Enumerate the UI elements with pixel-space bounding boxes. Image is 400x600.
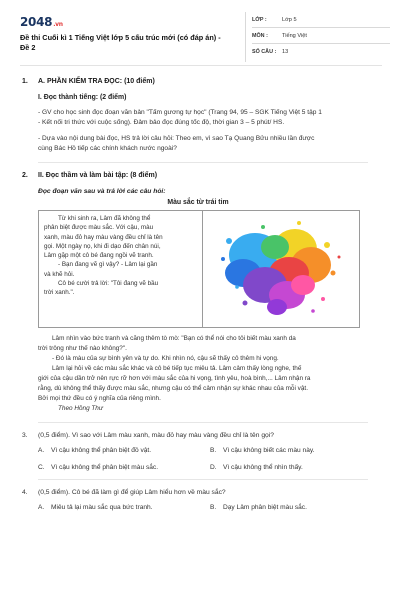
site-logo[interactable]: 2048.vn (20, 15, 63, 29)
answer-option-3b[interactable]: B. Vì cậu không biết các màu này. (210, 447, 315, 454)
question-3: 3. (0,5 điểm). Vì sao với Lâm màu xanh, màu đỏ hay màu vàng đều chỉ là tên gọi? (22, 432, 274, 439)
section-separator (38, 162, 368, 163)
paint-splash-icon (203, 211, 359, 327)
answer-option-4a[interactable]: A. Miêu tả lại màu sắc qua bức tranh. (38, 504, 153, 511)
reading-instruction: Đọc đoạn văn sau và trả lời các câu hỏi: (38, 188, 166, 195)
question-1-heading: 1. A. PHẦN KIỂM TRA ĐỌC: (10 điểm) (22, 78, 155, 85)
reading-aloud-heading: I. Đọc thành tiếng: (2 điểm) (38, 94, 127, 101)
header-divider (245, 12, 246, 62)
section-separator (38, 422, 368, 423)
question-3-options (38, 447, 374, 471)
story-text: Từ khi sinh ra, Lâm đã không thể phân biệt được màu sắc. Với cậu, màu xanh, màu đỏ hay màu vàng đều chỉ là tên gọi. Một ngày nọ, khi đi dạo đến chân núi, Lâm gặp một cô bé đang ngồi vẽ tranh. - Bạn đang vẽ gì vậy? - Lâm lại gần và khẽ hỏi. Cô bé cười trả lời: "Tôi đang vẽ bầu trời xanh.". (39, 211, 203, 327)
story-author: Theo Hồng Thư (58, 405, 103, 412)
meta-row-class: LỚP : Lớp 5 (252, 12, 390, 28)
question-2-heading: 2. II. Đọc thầm và làm bài tập: (8 điểm) (22, 172, 158, 179)
answer-option-3a[interactable]: A. Vì cậu không thể phân biệt đồ vật. (38, 447, 152, 454)
meta-row-subject: MÔN : Tiếng Việt (252, 28, 390, 44)
meta-row-question-count: SỐ CÂU : 13 (252, 49, 289, 55)
section-separator (38, 479, 368, 480)
reading-aloud-instructions: - GV cho học sinh đọc đoạn văn bản "Tấm gương tự học" (Trang 94, 95 – SGK Tiếng Việt 5 tập 1 - Kết nối tri thức với cuộc sống). Đảm bảo đọc đúng tốc độ, thời gian 3 – 5 phút/ HS. - Dựa vào nội dung bài đọc, HS trả lời câu hỏi: Theo em, vì sao Tạ Quang Bửu nhiều lần được cùng Bác Hồ tiếp các chính khách nước ngoài? (38, 109, 322, 152)
story-continuation: Lâm nhìn vào bức tranh và căng thêm tò mò: "Bạn có thể nói cho tôi biết màu xanh da trời trông như thế nào không?". - Đó là màu của sự bình yên và tự do. Khi nhìn nó, cậu sẽ thấy cô thêm hi vọng. Lâm lại hỏi về các màu sắc khác và cô bé tiếp tục miêu tả. Lâm cảm thấy lòng nghe, thế giới của cậu dần trở nên rực rỡ hơn với màu sắc của hi vọng, tình yêu, hoà bình,... Lâm nhận ra rằng, dù không thể thấy được màu sắc, nhưng cậu có thể cảm nhận sự khác nhau của mỗi vật. Bởi mọi thứ đều có ý nghĩa của riêng mình. Theo Hồng Thư (38, 334, 360, 414)
story-box (38, 210, 360, 328)
answer-option-3c[interactable]: C. Vì cậu không thể phân biệt màu sắc. (38, 464, 159, 471)
answer-option-3d[interactable]: D. Vì cậu không thể nhìn thấy. (210, 464, 303, 471)
heart-paint-splash-image (203, 211, 359, 327)
question-4-options (38, 504, 374, 511)
header-rule (20, 65, 382, 66)
answer-option-4b[interactable]: B. Dạy Lâm phân biệt màu sắc. (210, 504, 307, 511)
document-header (20, 12, 390, 62)
document-content (22, 78, 374, 511)
story-title: Màu sắc từ trái tim (167, 199, 229, 206)
question-4: 4. (0,5 điểm). Cô bé đã làm gì để giúp Lâm hiểu hơn về màu sắc? (22, 489, 226, 496)
document-meta (252, 12, 390, 60)
document-title: Đề thi Cuối kì 1 Tiếng Việt lớp 5 cấu trúc mới (có đáp án) - Đề 2 (20, 33, 221, 52)
